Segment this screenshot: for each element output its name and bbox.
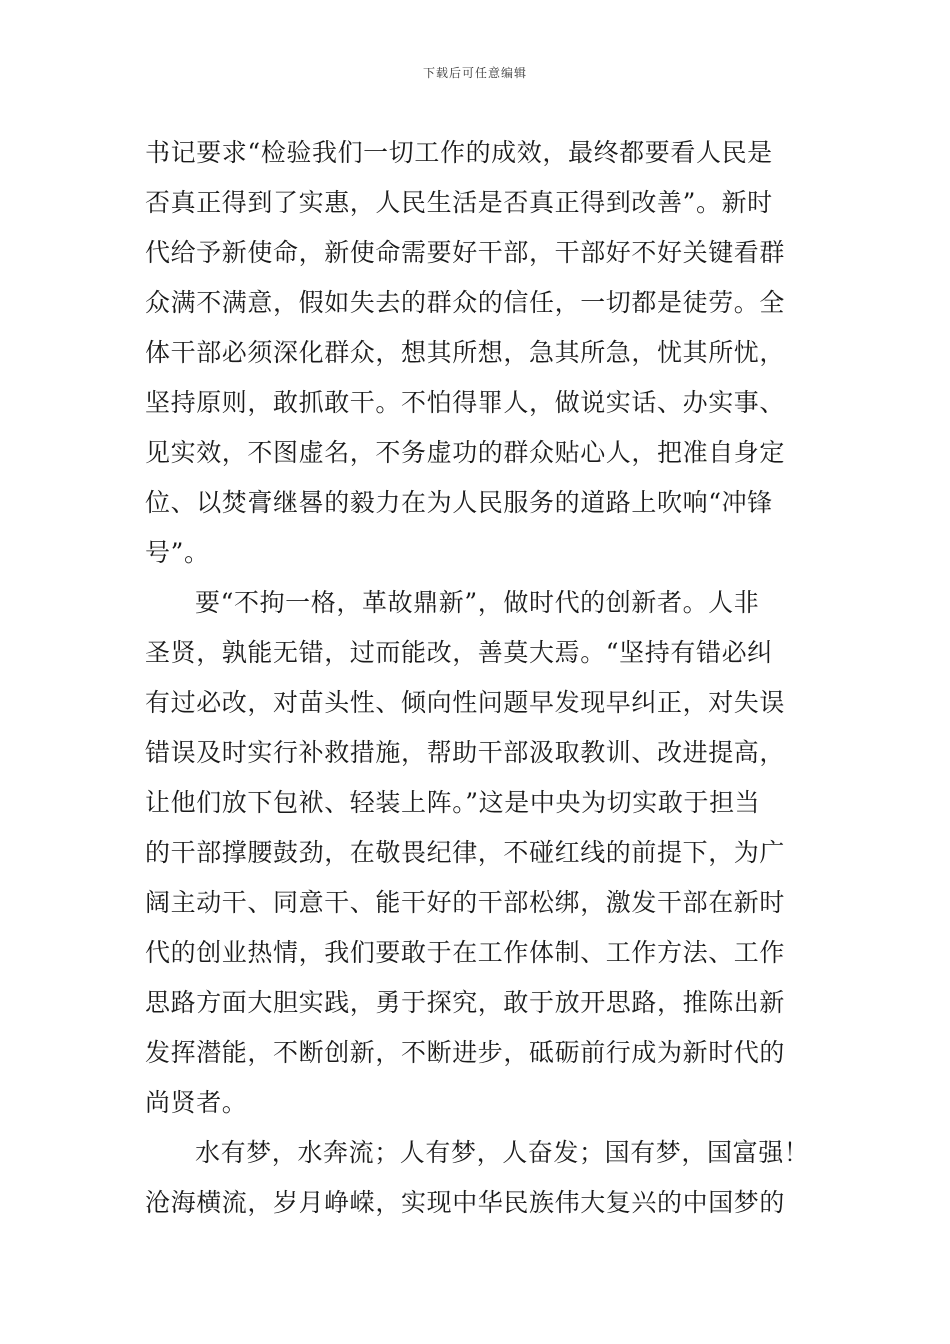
text-line: 圣贤，孰能无错，过而能改，善莫大焉。“坚持有错必纠 (145, 638, 773, 667)
text-line: 见实效，不图虚名，不务虚功的群众贴心人，把准自身定 (145, 438, 786, 467)
text-line: 尚贤者。 (145, 1088, 248, 1117)
page-header: 下载后可任意编辑 (422, 66, 527, 80)
text-line: 沧海横流，岁月峥嵘，实现中华民族伟大复兴的中国梦的 (145, 1188, 786, 1217)
document-body (145, 128, 810, 1228)
text-line: 位、以焚膏继晷的毅力在为人民服务的道路上吹响“冲锋 (145, 488, 773, 517)
text-line: 思路方面大胆实践，勇于探究，敢于放开思路，推陈出新 (145, 988, 786, 1017)
text-line: 代的创业热情，我们要敢于在工作体制、工作方法、工作 (145, 938, 786, 967)
paragraph-first-line: 水有梦，水奔流；人有梦，人奋发；国有梦，国富强！ (195, 1138, 810, 1167)
text-line: 坚持原则，敢抓敢干。不怕得罪人，做说实话、办实事、 (145, 388, 786, 417)
text-line: 书记要求“检验我们一切工作的成效，最终都要看人民是 (145, 138, 773, 167)
text-line: 号”。 (145, 538, 210, 567)
text-line: 众满不满意，假如失去的群众的信任，一切都是徒劳。全 (145, 288, 786, 317)
text-line: 有过必改，对苗头性、倾向性问题早发现早纠正，对失误 (145, 688, 786, 717)
text-line: 体干部必须深化群众，想其所想，急其所急，忧其所忧， (145, 338, 786, 367)
text-line: 让他们放下包袱、轻装上阵。”这是中央为切实敢于担当 (145, 788, 761, 817)
text-line: 阔主动干、同意干、能干好的干部松绑，激发干部在新时 (145, 888, 786, 917)
text-line: 否真正得到了实惠，人民生活是否真正得到改善”。新时 (145, 188, 773, 217)
text-line: 代给予新使命，新使命需要好干部，干部好不好关键看群 (145, 238, 786, 267)
paragraph-first-line: 要“不拘一格，革故鼎新”，做时代的创新者。人非 (195, 588, 760, 617)
text-line: 发挥潜能，不断创新，不断进步，砥砺前行成为新时代的 (145, 1038, 786, 1067)
text-line: 错误及时实行补救措施，帮助干部汲取教训、改进提高， (145, 738, 786, 767)
text-line: 的干部撑腰鼓劲，在敬畏纪律，不碰红线的前提下，为广 (145, 838, 786, 867)
